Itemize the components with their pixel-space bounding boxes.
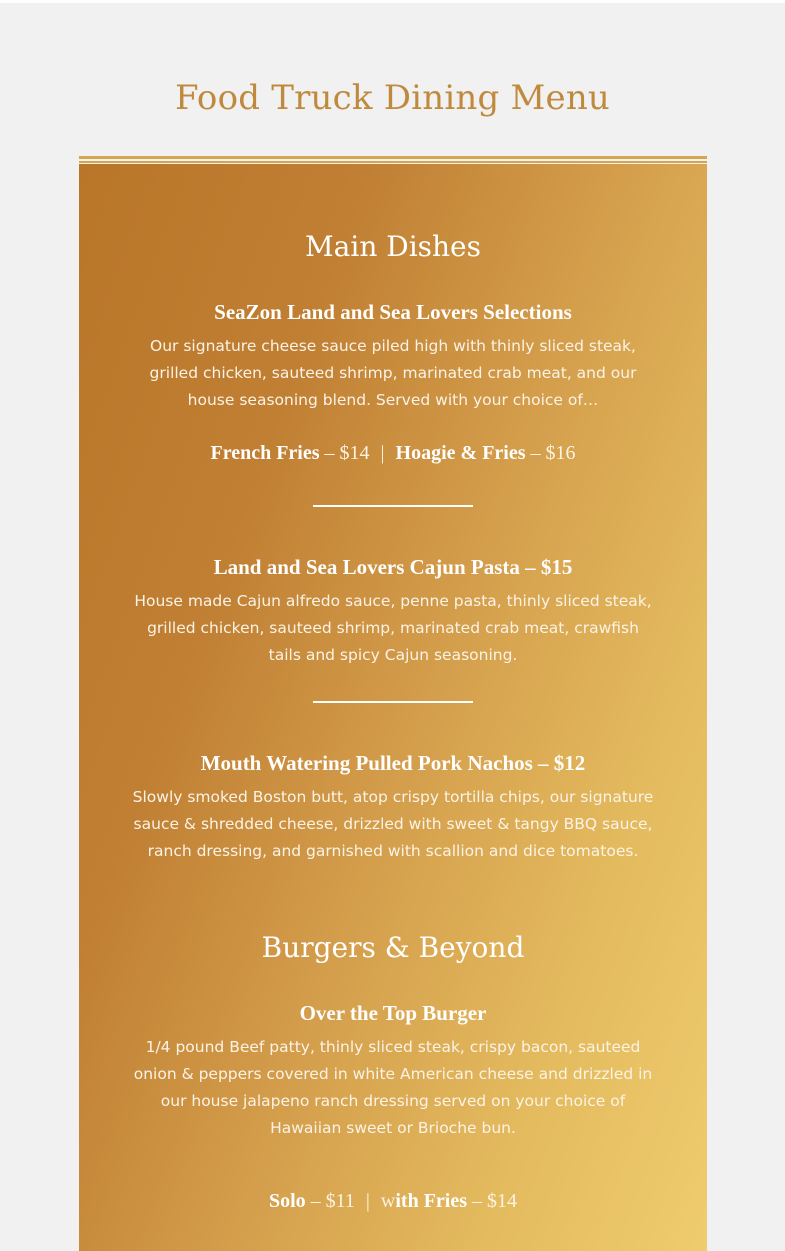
- dish-divider: [313, 505, 473, 507]
- title-underline-thin: [79, 161, 707, 163]
- dish-divider: [313, 701, 473, 703]
- option-label: Hoagie & Fries: [395, 442, 526, 464]
- option-label-prefix: w: [380, 1190, 396, 1212]
- price-dash: –: [310, 1190, 321, 1212]
- dish-description: Our signature cheese sauce piled high with thinly sliced steak, grilled chicken, sauteed shrimp, marinated crab meat, and our house seasoning blend. Served with your choice of…: [149, 337, 637, 409]
- dish-description: Slowly smoked Boston butt, atop crispy tortilla chips, our signature sauce & shredded cheese, drizzled with sweet & tangy BBQ sauce, ranch dressing, and garnished with scallion and dice tomatoes.: [132, 788, 654, 860]
- price-separator: |: [380, 442, 385, 464]
- price-dash: –: [530, 442, 541, 464]
- dish-name: SeaZon Land and Sea Lovers Selections: [214, 300, 572, 324]
- dish-name: Over the Top Burger: [299, 1001, 487, 1025]
- title-underline-thick: [79, 156, 707, 159]
- price-separator: |: [365, 1190, 370, 1212]
- option-price: $14: [339, 442, 370, 464]
- menu-card: [79, 164, 707, 1251]
- price-options: [79, 1190, 707, 1213]
- dish-name: Mouth Watering Pulled Pork Nachos – $12: [200, 751, 586, 775]
- dish-description: House made Cajun alfredo sauce, penne pasta, thinly sliced steak, grilled chicken, sauteed shrimp, marinated crab meat, crawfish tails and spicy Cajun seasoning.: [134, 592, 652, 664]
- option-label: ith Fries: [395, 1190, 468, 1212]
- section-title-main-dishes: Main Dishes: [305, 230, 481, 263]
- price-options: [79, 442, 707, 465]
- section-title-burgers: Burgers & Beyond: [261, 931, 525, 964]
- option-label: French Fries: [210, 442, 320, 464]
- option-price: $16: [545, 442, 576, 464]
- top-border: [0, 0, 785, 3]
- price-dash: –: [472, 1190, 483, 1212]
- page-title: Food Truck Dining Menu: [174, 78, 611, 118]
- dish-description: 1/4 pound Beef patty, thinly sliced steak, crispy bacon, sauteed onion & peppers covered in white American cheese and drizzled in our house jalapeno ranch dressing served on your choice of Hawaiian sweet or Brioche bun.: [133, 1038, 653, 1137]
- option-label: Solo: [268, 1190, 306, 1212]
- option-price: $14: [487, 1190, 518, 1212]
- option-price: $11: [325, 1190, 355, 1212]
- price-dash: –: [324, 442, 335, 464]
- dish-name: Land and Sea Lovers Cajun Pasta – $15: [213, 555, 573, 579]
